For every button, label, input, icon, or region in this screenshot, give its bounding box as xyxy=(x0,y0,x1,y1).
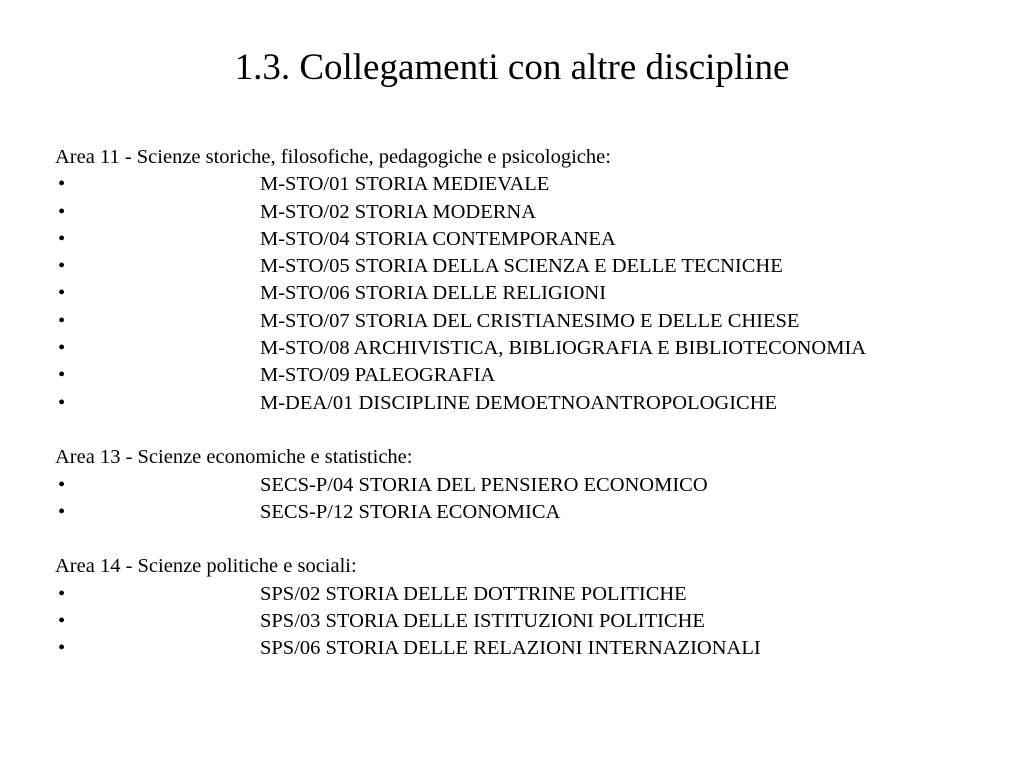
bullet-icon: • xyxy=(58,173,66,196)
list-item xyxy=(55,171,985,198)
section-heading: Area 11 - Scienze storiche, filosofiche, pedagogiche e psicologiche: xyxy=(55,146,611,168)
list-item xyxy=(55,608,985,635)
list-item xyxy=(55,635,985,662)
list-item-text: M-STO/05 STORIA DELLA SCIENZA E DELLE TECNICHE xyxy=(260,255,783,278)
list-item-text: SPS/02 STORIA DELLE DOTTRINE POLITICHE xyxy=(260,582,687,605)
list-item-text: M-STO/02 STORIA MODERNA xyxy=(260,200,537,223)
section-heading: Area 14 - Scienze politiche e sociali: xyxy=(55,555,357,578)
list-item xyxy=(55,472,985,499)
list-item-text: SECS-P/04 STORIA DEL PENSIERO ECONOMICO xyxy=(260,473,708,496)
list-item-text: M-STO/06 STORIA DELLE RELIGIONI xyxy=(260,282,607,305)
bullet-icon: • xyxy=(58,364,66,387)
bullet-icon: • xyxy=(58,391,66,414)
list-item-text: M-STO/07 STORIA DEL CRISTIANESIMO E DELLE CHIESE xyxy=(260,309,800,332)
bullet-icon: • xyxy=(58,337,66,360)
list-item xyxy=(55,199,985,226)
list-item-text: SECS-P/12 STORIA ECONOMICA xyxy=(260,500,561,523)
section-area-13 xyxy=(55,444,985,526)
list-item-text: M-STO/04 STORIA CONTEMPORANEA xyxy=(260,227,616,250)
bullet-icon: • xyxy=(58,255,66,278)
list-item xyxy=(55,226,985,253)
list-item-text: SPS/03 STORIA DELLE ISTITUZIONI POLITICHE xyxy=(260,610,705,633)
section-area-14 xyxy=(55,553,985,662)
bullet-icon: • xyxy=(58,582,66,605)
list-item xyxy=(55,362,985,389)
list-item-text: M-STO/01 STORIA MEDIEVALE xyxy=(260,173,550,196)
bullet-icon: • xyxy=(58,309,66,332)
list-item-text: M-STO/08 ARCHIVISTICA, BIBLIOGRAFIA E BIBLIOTECONOMIA xyxy=(260,337,867,360)
section-area-11 xyxy=(55,144,985,417)
list-item xyxy=(55,308,985,335)
list-item-text: M-DEA/01 DISCIPLINE DEMOETNOANTROPOLOGICHE xyxy=(260,391,778,414)
bullet-icon: • xyxy=(58,637,66,660)
slide-content xyxy=(55,144,985,663)
bullet-icon: • xyxy=(58,500,66,523)
list-item xyxy=(55,280,985,307)
list-item xyxy=(55,581,985,608)
list-item xyxy=(55,335,985,362)
bullet-icon: • xyxy=(58,610,66,633)
bullet-icon: • xyxy=(58,282,66,305)
list-item xyxy=(55,390,985,417)
list-item xyxy=(55,499,985,526)
list-item xyxy=(55,253,985,280)
bullet-icon: • xyxy=(58,200,66,223)
slide-title: 1.3. Collegamenti con altre discipline xyxy=(234,47,790,88)
bullet-icon: • xyxy=(58,227,66,250)
list-item-text: SPS/06 STORIA DELLE RELAZIONI INTERNAZIONALI xyxy=(260,637,761,660)
list-item-text: M-STO/09 PALEOGRAFIA xyxy=(260,364,496,387)
bullet-icon: • xyxy=(58,473,66,496)
section-heading: Area 13 - Scienze economiche e statistiche: xyxy=(55,446,413,469)
